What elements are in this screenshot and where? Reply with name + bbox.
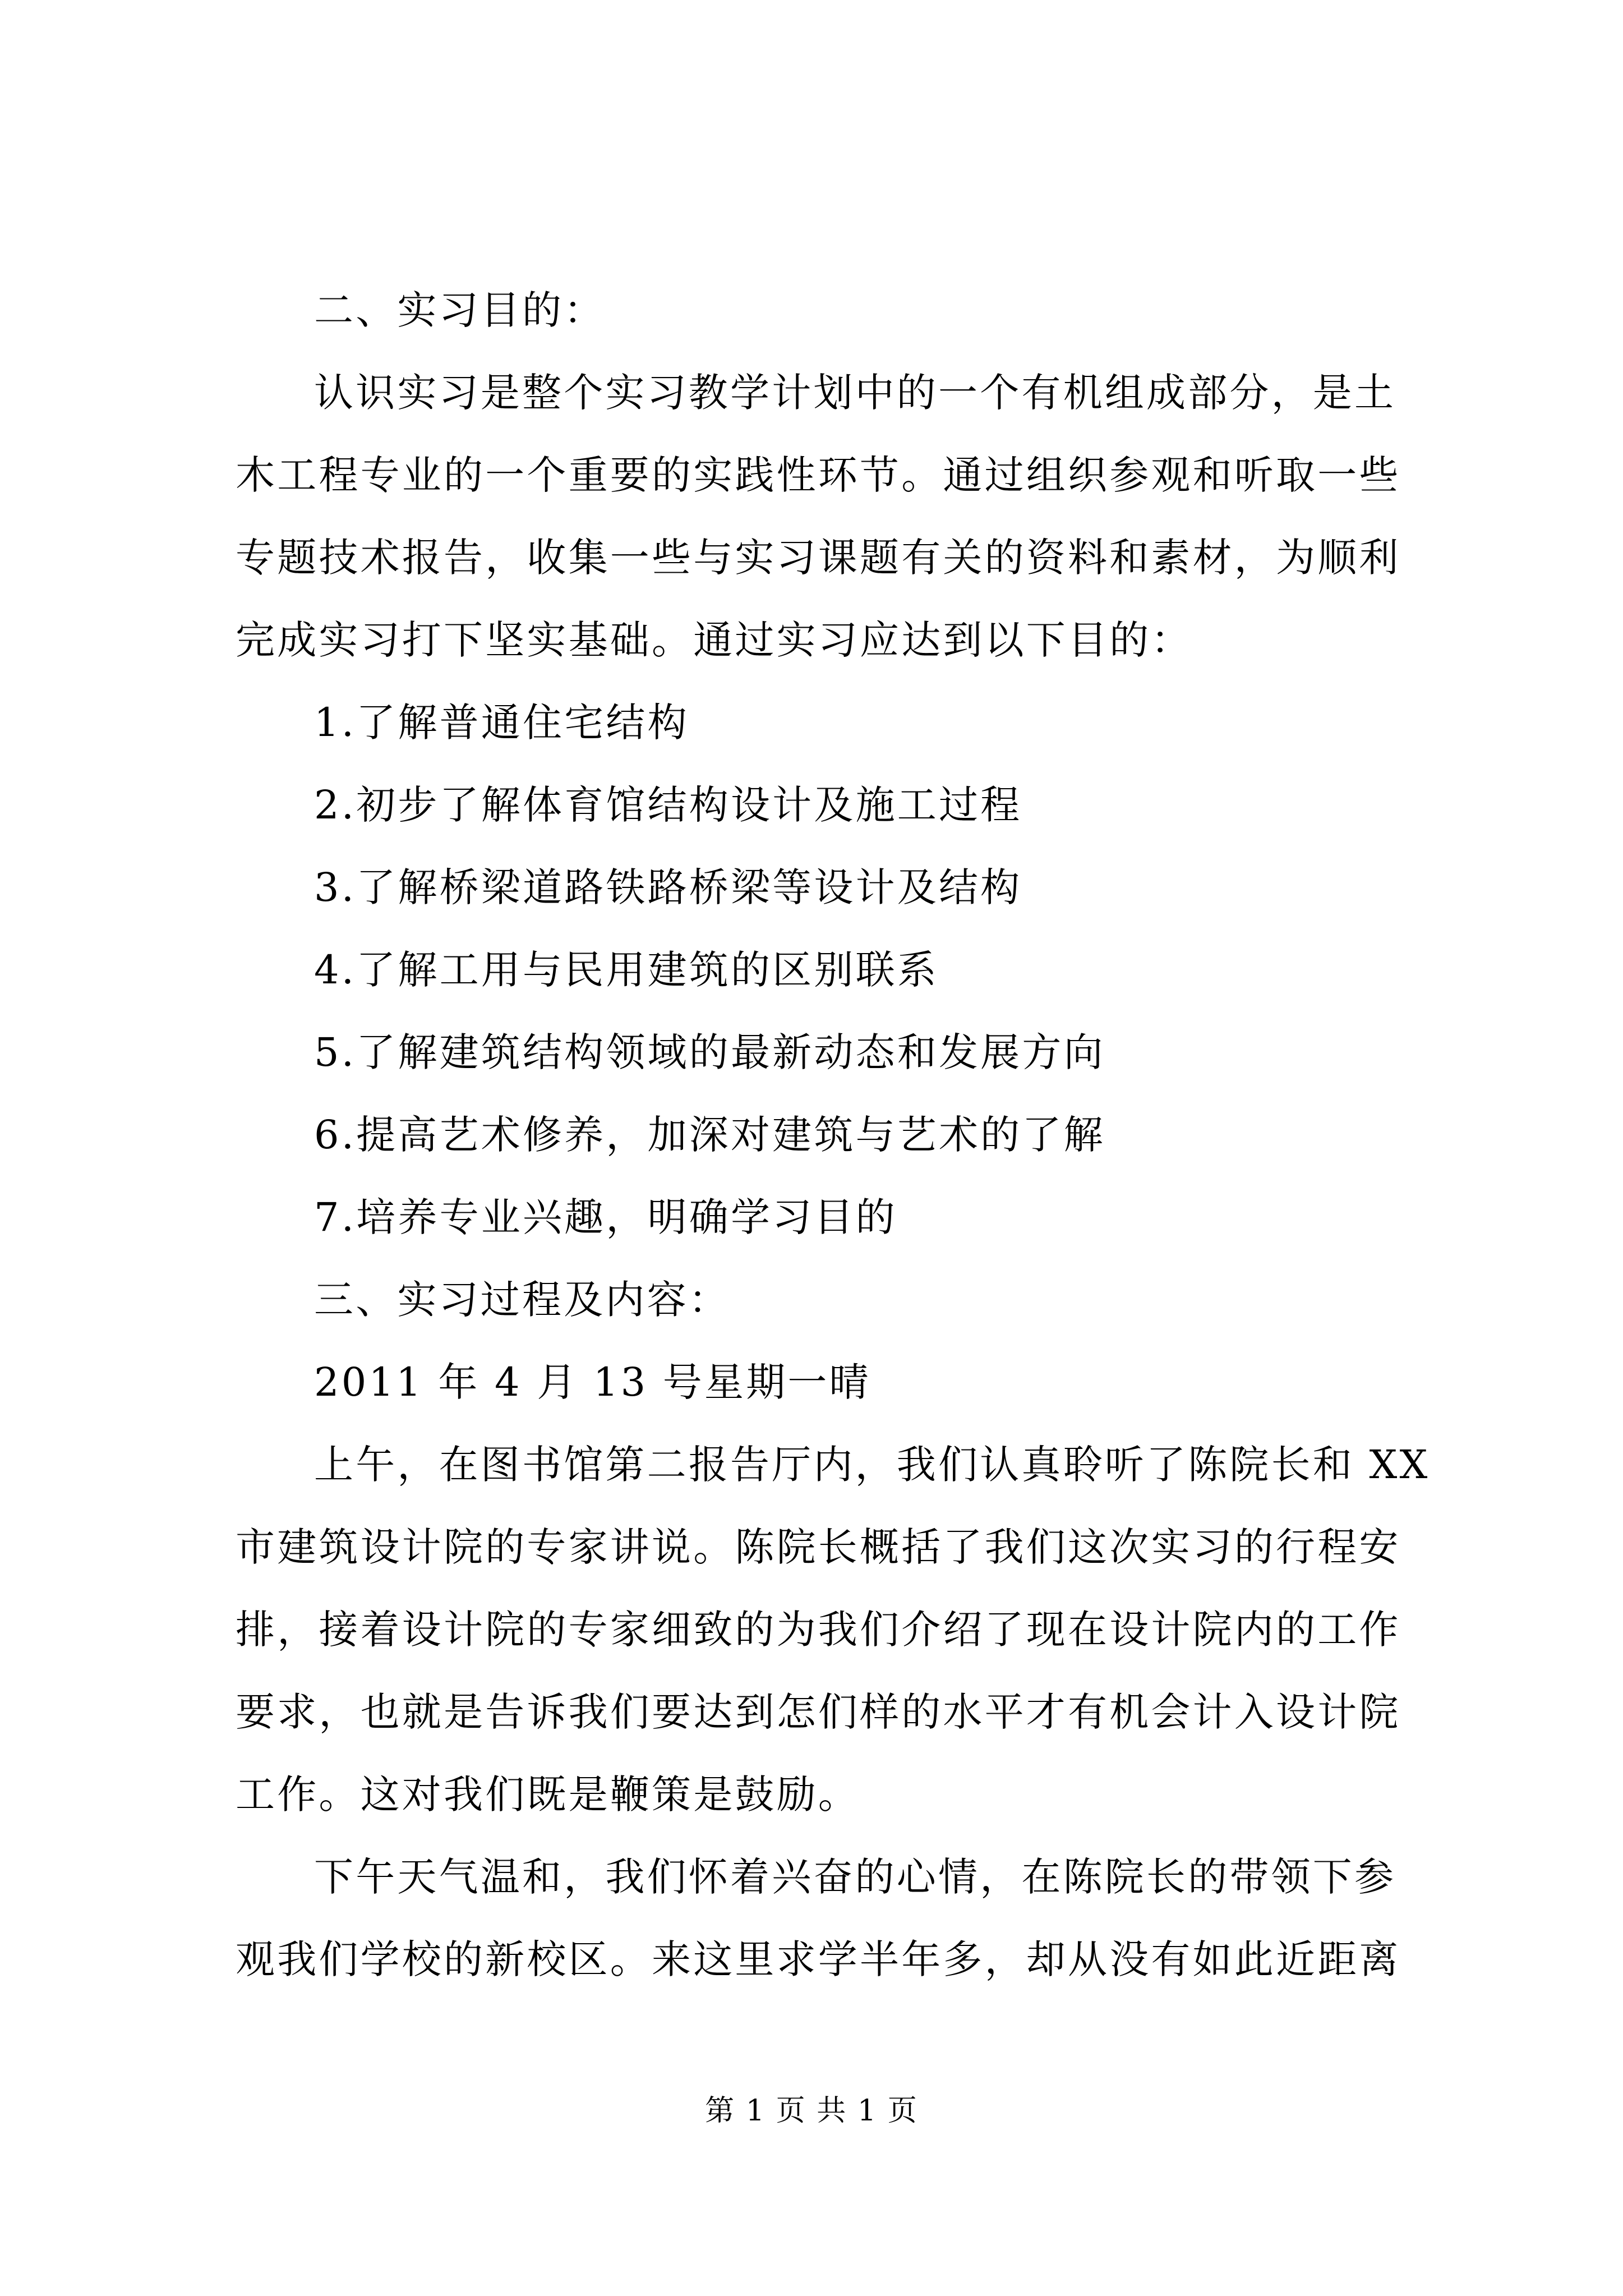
paragraph-line: 上午，在图书馆第二报告厅内，我们认真聆听了陈院长和 XX <box>314 1442 1430 1488</box>
purpose-paragraph <box>236 352 1416 682</box>
list-item-2: 2.初步了解体育馆结构设计及施工过程 <box>314 782 1022 828</box>
paragraph-line: 工作。这对我们既是鞭策是鼓励。 <box>236 1772 860 1818</box>
page-number: 第 1 页 共 1 页 <box>705 2094 918 2128</box>
paragraph-line: 木工程专业的一个重要的实践性环节。通过组织参观和听取一些 <box>236 452 1401 498</box>
document-body <box>236 269 1430 2001</box>
list-item-6: 6.提高艺术修养，加深对建筑与艺术的了解 <box>314 1112 1105 1158</box>
list-item-5: 5.了解建筑结构领域的最新动态和发展方向 <box>314 1029 1105 1075</box>
afternoon-paragraph <box>236 1836 1416 2001</box>
section-heading-process: 三、实习过程及内容： <box>314 1277 730 1323</box>
date-line: 2011 年 4 月 13 号星期一晴 <box>314 1359 871 1405</box>
paragraph-line: 市建筑设计院的专家讲说。陈院长概括了我们这次实习的行程安 <box>236 1524 1401 1570</box>
paragraph-line: 认识实习是整个实习教学计划中的一个有机组成部分，是土 <box>314 370 1396 416</box>
list-item-4: 4.了解工用与民用建筑的区别联系 <box>314 947 939 993</box>
morning-paragraph <box>236 1424 1430 1836</box>
list-item-3: 3.了解桥梁道路铁路桥梁等设计及结构 <box>314 864 1022 910</box>
list-item-7: 7.培养专业兴趣，明确学习目的 <box>314 1194 897 1240</box>
paragraph-line: 专题技术报告，收集一些与实习课题有关的资料和素材，为顺利 <box>236 535 1401 581</box>
list-item-1: 1.了解普通住宅结构 <box>314 700 689 746</box>
paragraph-line: 下午天气温和，我们怀着兴奋的心情，在陈院长的带领下参 <box>314 1854 1396 1900</box>
paragraph-line: 排，接着设计院的专家细致的为我们介绍了现在设计院内的工作 <box>236 1607 1401 1653</box>
page-footer <box>0 2087 1623 2129</box>
paragraph-line: 要求，也就是告诉我们要达到怎们样的水平才有机会计入设计院 <box>236 1689 1401 1735</box>
paragraph-line: 观我们学校的新校区。来这里求学半年多，却从没有如此近距离 <box>236 1936 1401 1982</box>
paragraph-line: 完成实习打下坚实基础。通过实习应达到以下目的： <box>236 617 1193 663</box>
section-heading-purpose: 二、实习目的： <box>314 287 606 333</box>
